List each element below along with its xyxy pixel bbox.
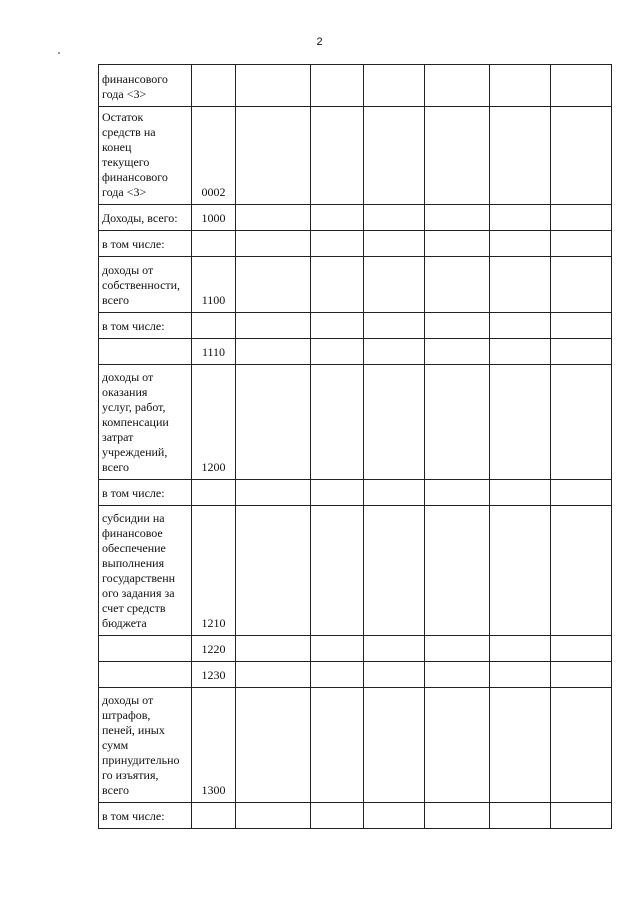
row-code — [192, 480, 236, 506]
value-cell — [551, 662, 612, 688]
value-cell — [425, 313, 490, 339]
value-cell — [490, 257, 551, 313]
value-cell — [364, 313, 425, 339]
row-code — [192, 65, 236, 107]
value-cell — [236, 688, 311, 803]
value-cell — [551, 365, 612, 480]
value-cell — [311, 205, 364, 231]
table-row — [99, 257, 612, 313]
value-cell — [236, 313, 311, 339]
value-cell — [425, 107, 490, 205]
row-code: 1300 — [192, 688, 236, 803]
value-cell — [551, 506, 612, 636]
value-cell — [490, 107, 551, 205]
value-cell — [364, 506, 425, 636]
row-code: 1200 — [192, 365, 236, 480]
value-cell — [364, 636, 425, 662]
value-cell — [311, 313, 364, 339]
row-code — [192, 313, 236, 339]
row-code: 1210 — [192, 506, 236, 636]
value-cell — [364, 65, 425, 107]
value-cell — [425, 803, 490, 829]
value-cell — [236, 506, 311, 636]
row-label: Остаток средств на конец текущего финансового года <3> — [99, 107, 192, 205]
row-label: финансового года <3> — [99, 65, 192, 107]
value-cell — [551, 803, 612, 829]
value-cell — [236, 480, 311, 506]
value-cell — [425, 339, 490, 365]
table-body — [99, 65, 612, 829]
row-code — [192, 803, 236, 829]
value-cell — [490, 339, 551, 365]
value-cell — [551, 107, 612, 205]
value-cell — [364, 662, 425, 688]
value-cell — [236, 65, 311, 107]
value-cell — [551, 480, 612, 506]
row-label — [99, 662, 192, 688]
value-cell — [425, 636, 490, 662]
value-cell — [236, 339, 311, 365]
value-cell — [311, 506, 364, 636]
value-cell — [490, 65, 551, 107]
value-cell — [236, 205, 311, 231]
value-cell — [425, 65, 490, 107]
row-code: 1110 — [192, 339, 236, 365]
table-row — [99, 636, 612, 662]
row-label: доходы от штрафов, пеней, иных сумм принудительно го изъятия, всего — [99, 688, 192, 803]
value-cell — [236, 257, 311, 313]
value-cell — [311, 662, 364, 688]
row-label: Доходы, всего: — [99, 205, 192, 231]
value-cell — [236, 231, 311, 257]
value-cell — [311, 257, 364, 313]
value-cell — [364, 803, 425, 829]
value-cell — [311, 365, 364, 480]
table-row — [99, 480, 612, 506]
value-cell — [551, 65, 612, 107]
value-cell — [490, 231, 551, 257]
row-label: в том числе: — [99, 803, 192, 829]
value-cell — [425, 231, 490, 257]
value-cell — [311, 107, 364, 205]
value-cell — [364, 480, 425, 506]
row-code: 1230 — [192, 662, 236, 688]
value-cell — [551, 205, 612, 231]
value-cell — [311, 636, 364, 662]
value-cell — [311, 65, 364, 107]
financial-table — [98, 64, 612, 829]
value-cell — [311, 480, 364, 506]
row-label — [99, 339, 192, 365]
value-cell — [311, 339, 364, 365]
value-cell — [425, 662, 490, 688]
table-row — [99, 65, 612, 107]
value-cell — [425, 506, 490, 636]
row-label — [99, 636, 192, 662]
value-cell — [551, 636, 612, 662]
value-cell — [311, 803, 364, 829]
value-cell — [311, 688, 364, 803]
value-cell — [490, 688, 551, 803]
value-cell — [364, 365, 425, 480]
value-cell — [551, 231, 612, 257]
row-label: в том числе: — [99, 231, 192, 257]
value-cell — [490, 480, 551, 506]
value-cell — [425, 205, 490, 231]
table-row — [99, 662, 612, 688]
value-cell — [236, 662, 311, 688]
value-cell — [425, 480, 490, 506]
row-code: 1000 — [192, 205, 236, 231]
scan-speck — [58, 52, 60, 54]
value-cell — [425, 688, 490, 803]
table-row — [99, 231, 612, 257]
table-row — [99, 107, 612, 205]
table-row — [99, 688, 612, 803]
table-row — [99, 313, 612, 339]
value-cell — [551, 688, 612, 803]
row-code — [192, 231, 236, 257]
value-cell — [364, 107, 425, 205]
value-cell — [490, 365, 551, 480]
value-cell — [364, 688, 425, 803]
row-code: 1100 — [192, 257, 236, 313]
value-cell — [490, 506, 551, 636]
row-code: 0002 — [192, 107, 236, 205]
value-cell — [551, 257, 612, 313]
value-cell — [311, 231, 364, 257]
value-cell — [551, 339, 612, 365]
row-label: доходы от собственности, всего — [99, 257, 192, 313]
row-label: в том числе: — [99, 313, 192, 339]
value-cell — [490, 636, 551, 662]
value-cell — [425, 257, 490, 313]
table-row — [99, 506, 612, 636]
value-cell — [425, 365, 490, 480]
value-cell — [236, 803, 311, 829]
row-code: 1220 — [192, 636, 236, 662]
value-cell — [364, 231, 425, 257]
value-cell — [236, 107, 311, 205]
value-cell — [236, 636, 311, 662]
value-cell — [490, 205, 551, 231]
value-cell — [364, 339, 425, 365]
value-cell — [236, 365, 311, 480]
value-cell — [490, 313, 551, 339]
table-row — [99, 803, 612, 829]
value-cell — [490, 662, 551, 688]
value-cell — [490, 803, 551, 829]
table-row — [99, 365, 612, 480]
table-row — [99, 339, 612, 365]
value-cell — [364, 205, 425, 231]
row-label: в том числе: — [99, 480, 192, 506]
value-cell — [364, 257, 425, 313]
value-cell — [551, 313, 612, 339]
table-row — [99, 205, 612, 231]
row-label: доходы от оказания услуг, работ, компенсации затрат учреждений, всего — [99, 365, 192, 480]
row-label: субсидии на финансовое обеспечение выполнения государственн ого задания за счет средств бюджета — [99, 506, 192, 636]
page-number: 2 — [316, 36, 323, 48]
